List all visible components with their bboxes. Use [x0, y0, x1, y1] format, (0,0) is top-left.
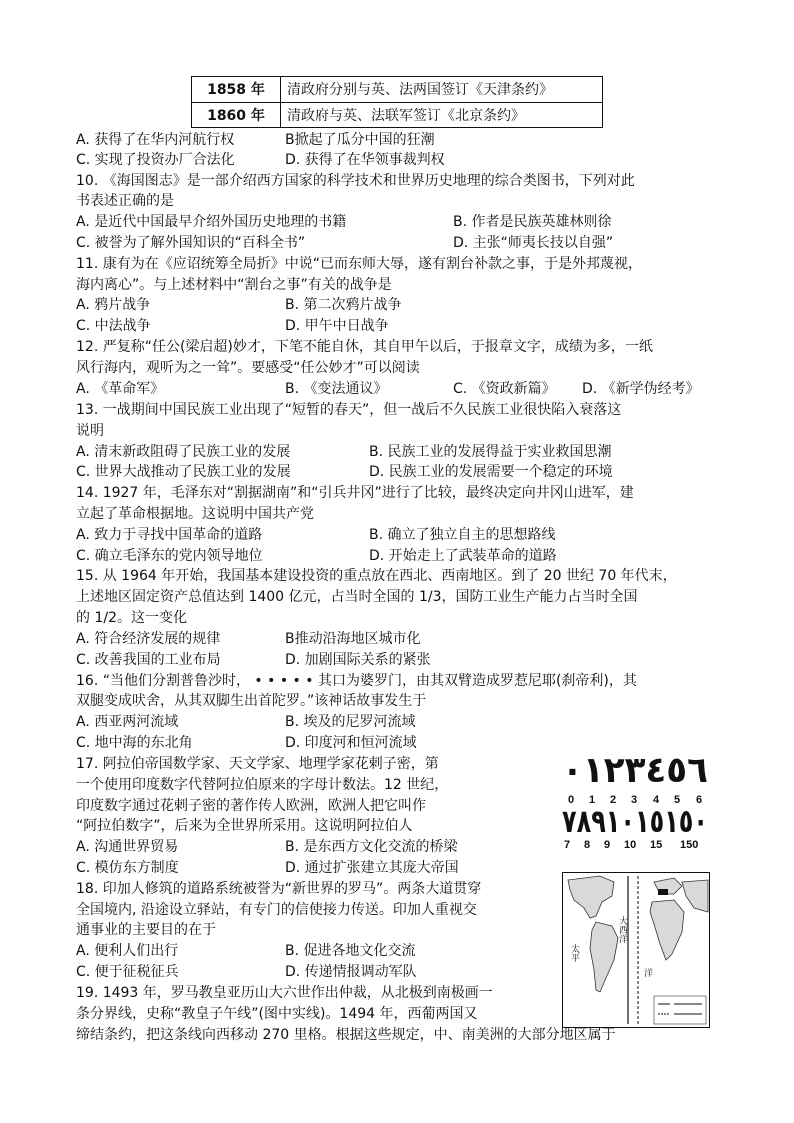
- question-stem: 18. 印加人修筑的道路系统被誉为“新世界的罗马”。两条大道贯穿: [76, 881, 482, 897]
- question-stem: 海内离心”。与上述材料中“割台之事”有关的战争是: [76, 277, 392, 293]
- question-stem: 16. “当他们分割普鲁沙时， • • • • • 其口为婆罗门，由其双臂造成罗惹尼耶(刹帝利)，其: [76, 673, 637, 689]
- option-b: B掀起了瓜分中国的狂潮: [285, 132, 435, 148]
- option-d: D. 民族工业的发展需要一个稳定的环境: [369, 464, 613, 480]
- option-a: A. 便利人们出行: [76, 943, 179, 959]
- option-d: D. 加剧国际关系的紧张: [285, 652, 431, 668]
- option-b: B. 埃及的尼罗河流域: [285, 714, 416, 730]
- question-stem: 风行海内，观听为之一耸”。要感受“任公妙才”可以阅读: [76, 360, 420, 376]
- option-c: C. 便于征税征兵: [76, 964, 179, 980]
- question-stem: 通事业的主要目的在于: [76, 922, 216, 938]
- option-d: D. 《新学伪经考》: [582, 381, 700, 397]
- option-a: A. 《革命军》: [76, 381, 165, 397]
- option-c: C. 确立毛泽东的党内领导地位: [76, 548, 263, 564]
- question-stem: 一个使用印度数字代替阿拉伯原来的字母计数法。12 世纪，: [76, 777, 449, 793]
- question-stem: 11. 康有为在《应诏统筹全局折》中说“已而东师大辱，遂有割台补款之事，于是外邦蔑视，: [76, 256, 642, 272]
- question-stem: 15. 从 1964 年开始，我国基本建设投资的重点放在西北、西南地区。到了 20 世纪 70 年代末，: [76, 568, 677, 584]
- option-a: A. 是近代中国最早介绍外国历史地理的书籍: [76, 214, 347, 230]
- option-b: B. 第二次鸦片战争: [285, 297, 402, 313]
- question-stem: 13. 一战期间中国民族工业出现了“短暂的春天”，但一战后不久民族工业很快陷入衰落这: [76, 402, 622, 418]
- option-a: A. 清末新政阻碍了民族工业的发展: [76, 444, 291, 460]
- pacific-label: 太平: [569, 944, 579, 962]
- option-c: C. 《资政新篇》: [453, 381, 556, 397]
- question-stem: 全国境内, 沿途设立驿站，有专门的信使接力传送。印加人重视交: [76, 902, 477, 918]
- question-stem: 上述地区固定资产总值达到 1400 亿元，占当时全国的 1/3，国防工业生产能力占当时全国: [76, 589, 638, 605]
- option-c: C. 实现了投资办厂合法化: [76, 152, 235, 168]
- question-stem: 19. 1493 年，罗马教皇亚历山大六世作出仲裁，从北极到南极画一: [76, 985, 493, 1001]
- year-cell: 1860 年: [192, 102, 281, 128]
- year-cell: 1858 年: [192, 77, 281, 103]
- question-stem: 印度数字通过花剌子密的著作传人欧洲，欧洲人把它叫作: [76, 798, 426, 814]
- digit-label: 15: [650, 839, 663, 851]
- question-stem: “阿拉伯数字”，后来为全世界所采用。这说明阿拉伯人: [76, 818, 413, 834]
- option-c: C. 世界大战推动了民族工业的发展: [76, 464, 291, 480]
- digit-label: 1: [589, 794, 596, 806]
- table-row: [192, 77, 603, 103]
- option-a: A. 获得了在华内河航行权: [76, 132, 235, 148]
- numeral-glyphs-bottom: ٧٨٩١٠١٥١٥٠: [562, 802, 708, 840]
- option-b: B. 《变法通议》: [285, 381, 388, 397]
- option-b: B. 确立了独立自主的思想路线: [369, 527, 556, 543]
- question-stem: 10. 《海国图志》是一部介绍西方国家的科学技术和世界历史地理的综合类图书，下列对此: [76, 173, 635, 189]
- question-stem: 缔结条约，把这条线向西移动 270 里格。根据这些规定，中、南美洲的大部分地区属于: [76, 1027, 616, 1043]
- option-b: B. 是东西方文化交流的桥梁: [285, 839, 458, 855]
- papal-meridian-map: [562, 872, 710, 1028]
- option-b: B. 民族工业的发展得益于实业救国思潮: [369, 444, 612, 460]
- option-d: D. 获得了在华领事裁判权: [285, 152, 445, 168]
- option-c: C. 被誉为了解外国知识的“百科全书”: [76, 235, 306, 251]
- map-legend-box: [654, 996, 706, 1024]
- digit-label: 4: [653, 794, 660, 806]
- option-a: A. 致力于寻找中国革命的道路: [76, 527, 263, 543]
- question-stem: 立起了革命根据地。这说明中国共产党: [76, 506, 314, 522]
- digit-label: 7: [564, 839, 571, 851]
- atlantic-label: 大西洋: [617, 916, 627, 943]
- option-d: D. 印度河和恒河流域: [285, 735, 417, 751]
- question-stem: 说明: [76, 423, 104, 439]
- arabic-numerals-figure: [560, 748, 710, 852]
- option-d: D. 通过扩张建立其庞大帝国: [285, 860, 459, 876]
- digit-label: 3: [631, 794, 638, 806]
- option-c: C. 中法战争: [76, 318, 151, 334]
- question-stem: 17. 阿拉伯帝国数学家、天文学家、地理学家花剌子密，第: [76, 756, 439, 772]
- question-stem: 14. 1927 年，毛泽东对“割据湖南”和“引兵井冈”进行了比较，最终决定向井冈山进军，建: [76, 485, 634, 501]
- option-b: B. 作者是民族英雄林则徐: [453, 214, 612, 230]
- digit-label: 10: [624, 839, 637, 851]
- digit-label: 5: [674, 794, 681, 806]
- digit-label: 150: [680, 839, 699, 851]
- option-c: C. 模仿东方制度: [76, 860, 179, 876]
- digit-label: 2: [610, 794, 617, 806]
- option-c: C. 改善我国的工业布局: [76, 652, 221, 668]
- question-stem: 的 1/2。这一变化: [76, 610, 187, 626]
- treaty-table: [191, 76, 603, 128]
- event-cell: 清政府分别与英、法两国签订《天津条约》: [281, 77, 603, 103]
- option-a: A. 西亚两河流域: [76, 714, 179, 730]
- digit-label: 9: [604, 839, 611, 851]
- digit-label: 8: [584, 839, 591, 851]
- option-d: D. 主张“师夷长技以自强”: [453, 235, 614, 251]
- digit-label: 6: [696, 794, 703, 806]
- option-a: A. 符合经济发展的规律: [76, 631, 221, 647]
- question-stem: 书表述正确的是: [76, 193, 174, 209]
- option-a: A. 鸦片战争: [76, 297, 151, 313]
- option-d: D. 甲午中日战争: [285, 318, 389, 334]
- iberia-marker: [658, 889, 668, 895]
- event-cell: 清政府与英、法联军签订《北京条约》: [281, 102, 603, 128]
- table-row: [192, 102, 603, 128]
- option-d: D. 开始走上了武装革命的道路: [369, 548, 557, 564]
- question-stem: 双腿变成吠舍，从其双脚生出首陀罗。”该神话故事发生于: [76, 693, 427, 709]
- question-stem: 条分界线，史称“教皇子午线”(图中实线)。1494 年，西葡两国又: [76, 1006, 478, 1022]
- option-b: B推动沿海地区城市化: [285, 631, 421, 647]
- question-stem: 12. 严复称“任公(梁启超)妙才，下笔不能自休，其自甲午以后，于报章文字，成绩为多，一纸: [76, 339, 653, 355]
- option-a: A. 沟通世界贸易: [76, 839, 179, 855]
- option-d: D. 传递情报调动军队: [285, 964, 417, 980]
- option-b: B. 促进各地文化交流: [285, 943, 416, 959]
- option-c: C. 地中海的东北角: [76, 735, 193, 751]
- digit-label: 0: [568, 794, 575, 806]
- ocean-label: 洋: [644, 969, 654, 979]
- numeral-glyphs-top: ٠١٢٣٤٥٦: [562, 750, 708, 791]
